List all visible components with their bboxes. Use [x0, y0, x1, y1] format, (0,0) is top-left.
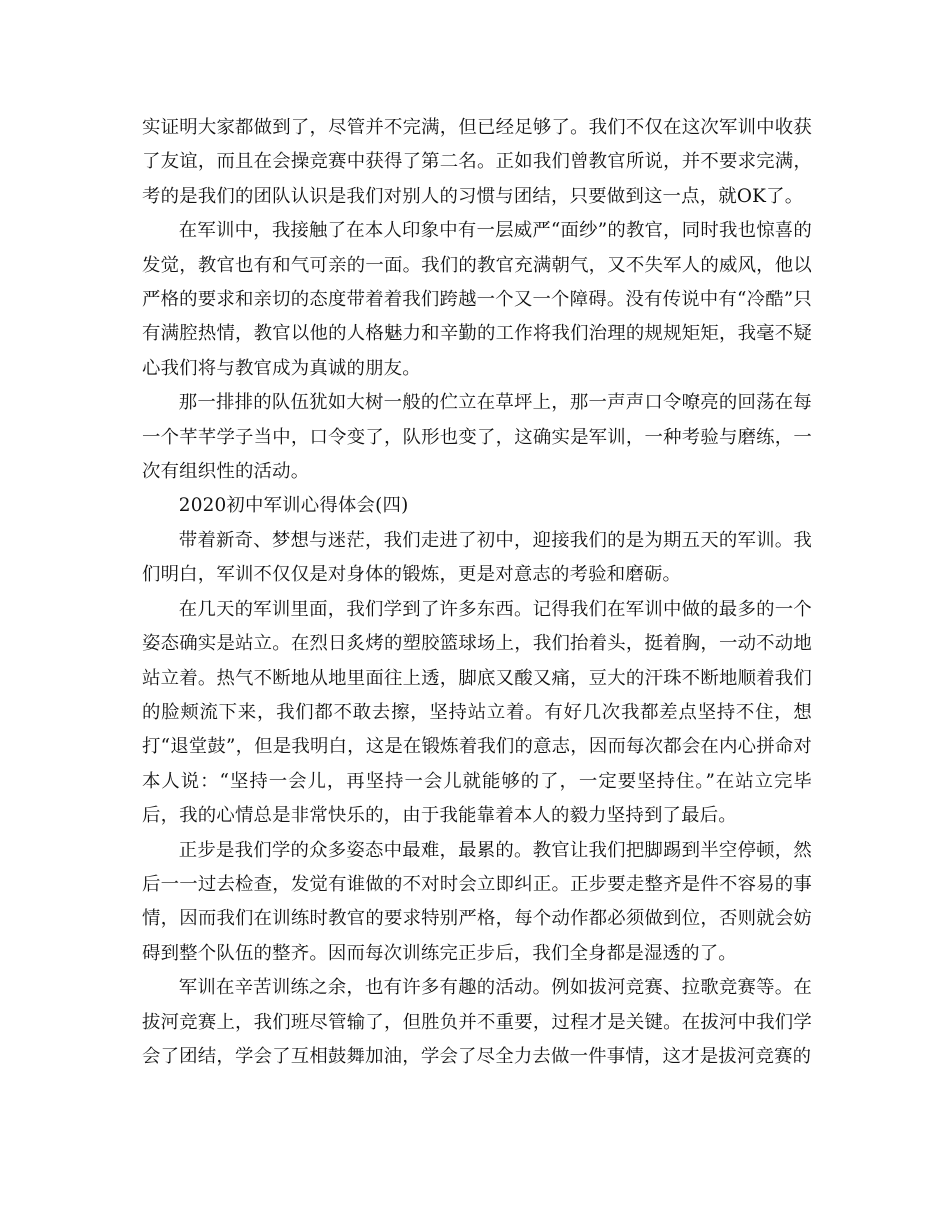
paragraph-intro: 带着新奇、梦想与迷茫，我们走进了初中，迎接我们的是为期五天的军训。我们明白，军训不仅仅是对身体的锻炼，更是对意志的考验和磨砺。: [142, 529, 812, 586]
paragraph-marching: 正步是我们学的众多姿态中最难，最累的。教官让我们把脚踢到半空停顿，然后一一过去检查，发觉有谁做的不对时会立即纠正。正步要走整齐是件不容易的事情，因而我们在训练时教官的要求特别严格，每个动作都必须做到位，否则就会妨碍到整个队伍的整齐。因而每次训练完正步后，我们全身都是湿透的了。: [142, 839, 812, 964]
section-heading: 2020初中军训心得体会(四): [178, 495, 409, 517]
paragraph-formation: 那一排排的队伍犹如大树一般的伫立在草坪上，那一声声口令嘹亮的回荡在每一个芊芊学子当中，口令变了，队形也变了，这确实是军训，一种考验与磨练，一次有组织性的活动。: [142, 392, 812, 483]
paragraph-instructor: 在军训中，我接触了在本人印象中有一层威严“面纱”的教官，同时我也惊喜的发觉，教官也有和气可亲的一面。我们的教官充满朝气，又不失军人的威风，他以严格的要求和亲切的态度带着着我们跨越一个又一个障碍。没有传说中有“冷酷”只有满腔热情，教官以他的人格魅力和辛勤的工作将我们治理的规规矩矩，我毫不疑心我们将与教官成为真诚的朋友。: [142, 220, 812, 379]
document-body: [142, 111, 812, 1074]
paragraph-activities: 军训在辛苦训练之余，也有许多有趣的活动。例如拔河竞赛、拉歌竞赛等。在拔河竞赛上，我们班尽管输了，但胜负并不重要，过程才是关键。在拔河中我们学会了团结，学会了互相鼓舞加油，学会了尽全力去做一件事情，这才是拔河竞赛的: [142, 977, 812, 1067]
paragraph-standing: 在几天的军训里面，我们学到了许多东西。记得我们在军训中做的最多的一个姿态确实是站立。在烈日炙烤的塑胶篮球场上，我们抬着头，挺着胸，一动不动地站立着。热气不断地从地里面往上透，脚底又酸又痛，豆大的汗珠不断地顺着我们的脸颊流下来，我们都不敢去擦，坚持站立着。有好几次我都差点坚持不住，想打“退堂鼓”，但是我明白，这是在锻炼着我们的意志，因而每次都会在内心拼命对本人说：“坚持一会儿，再坚持一会儿就能够的了，一定要坚持住。”在站立完毕后，我的心情总是非常快乐的，由于我能靠着本人的毅力坚持到了最后。: [142, 598, 812, 827]
paragraph-continued: 实证明大家都做到了，尽管并不完满，但已经足够了。我们不仅在这次军训中收获了友谊，而且在会操竞赛中获得了第二名。正如我们曾教官所说，并不要求完满，考的是我们的团队认识是我们对别人的习惯与团结，只要做到这一点，就OK了。: [142, 117, 812, 207]
